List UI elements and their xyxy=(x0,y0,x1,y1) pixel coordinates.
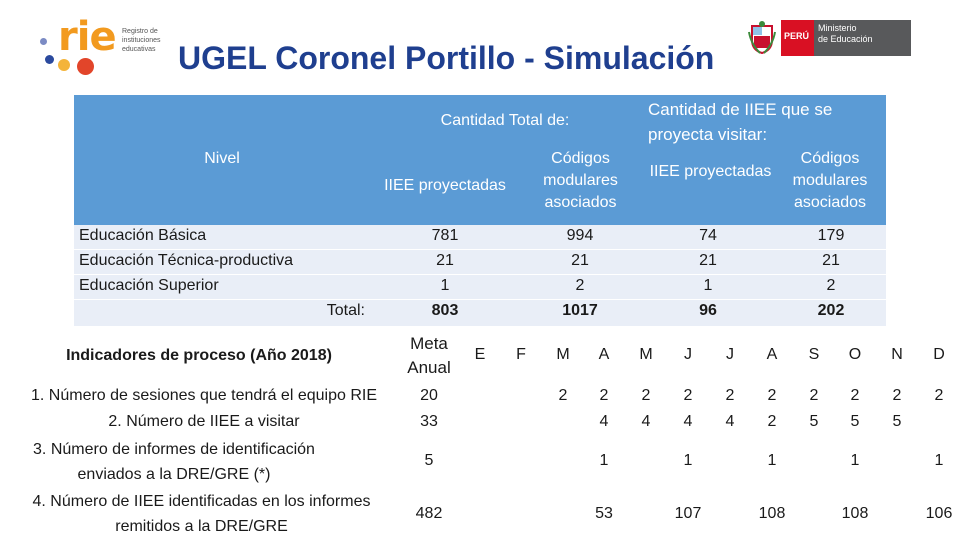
rie-logo-subtitle: Registro de instituciones educativas xyxy=(122,28,161,53)
total-v-iiee: 96 xyxy=(640,300,776,326)
indicator-value: 5 xyxy=(892,413,902,430)
row-codigos: 2 xyxy=(520,275,640,300)
month-header: J xyxy=(726,346,734,363)
row-iiee: 1 xyxy=(370,275,520,300)
indicator-value: 2 xyxy=(725,387,735,404)
meta-anual-header: Meta Anual xyxy=(407,334,451,377)
visitar-header-cell xyxy=(640,95,886,225)
indicator-value: 108 xyxy=(841,505,869,522)
indicator-value: 108 xyxy=(758,505,786,522)
cantidad-total-header: Cantidad Total de: xyxy=(440,112,570,129)
indicator-value: 1 xyxy=(934,452,944,469)
row-v-codigos: 2 xyxy=(776,275,886,300)
row-v-iiee: 74 xyxy=(640,225,776,250)
indicator-meta: 5 xyxy=(424,452,434,469)
indicator-label: 4. Número de IIEE identificadas en los informes remitidos a la DRE/GRE xyxy=(32,493,371,535)
indicator-value: 2 xyxy=(809,387,819,404)
ministry-line-1: Ministerio xyxy=(818,23,857,33)
peru-label: PERÚ xyxy=(784,31,810,41)
indicator-value: 53 xyxy=(595,505,613,522)
indicator-value: 106 xyxy=(925,505,953,522)
indicator-value: 107 xyxy=(674,505,702,522)
month-header: J xyxy=(684,346,692,363)
row-v-codigos: 179 xyxy=(776,225,886,250)
page-title: UGEL Coronel Portillo - Simulación xyxy=(178,40,715,76)
row-iiee: 21 xyxy=(370,250,520,275)
cantidad-total-header-cell xyxy=(370,95,640,225)
month-header: A xyxy=(766,346,778,363)
ministry-line-2: de Educación xyxy=(818,34,873,44)
indicator-value: 2 xyxy=(934,387,944,404)
indicator-value: 4 xyxy=(641,413,651,430)
nivel-header-cell xyxy=(74,95,370,225)
col-codigos-modulares: Códigos modulares asociados xyxy=(543,150,618,211)
indicators-header: Indicadores de proceso (Año 2018) xyxy=(66,347,332,364)
row-iiee: 781 xyxy=(370,225,520,250)
month-header: S xyxy=(808,346,820,363)
nivel-header: Nivel xyxy=(204,150,240,167)
indicator-value: 2 xyxy=(767,413,777,430)
col-iiee-proyectadas-visita: IIEE proyectadas xyxy=(649,163,772,180)
logo-dot xyxy=(58,59,70,71)
row-codigos: 21 xyxy=(520,250,640,275)
row-nivel: Educación Técnica-productiva xyxy=(79,252,294,269)
row-codigos: 994 xyxy=(520,225,640,250)
row-v-codigos: 21 xyxy=(776,250,886,275)
indicator-value: 5 xyxy=(809,413,819,430)
indicator-value: 2 xyxy=(850,387,860,404)
logo-dot xyxy=(40,38,47,45)
row-v-iiee: 1 xyxy=(640,275,776,300)
indicator-value: 4 xyxy=(683,413,693,430)
indicator-meta: 33 xyxy=(420,413,438,430)
indicator-value: 2 xyxy=(641,387,651,404)
rie-logo-word: rie xyxy=(58,14,116,60)
month-header: M xyxy=(639,346,653,363)
indicator-value: 2 xyxy=(767,387,777,404)
indicator-value: 2 xyxy=(683,387,693,404)
indicator-value: 1 xyxy=(599,452,609,469)
indicator-value: 1 xyxy=(767,452,777,469)
total-row xyxy=(74,300,370,326)
indicator-label: 1. Número de sesiones que tendrá el equipo RIE xyxy=(31,387,377,404)
table-row xyxy=(74,275,370,300)
indicator-value: 4 xyxy=(725,413,735,430)
indicator-value: 2 xyxy=(892,387,902,404)
month-header: N xyxy=(891,346,903,363)
indicator-label: 3. Número de informes de identificación enviados a la DRE/GRE (*) xyxy=(33,441,315,483)
indicator-value: 5 xyxy=(850,413,860,430)
table-row xyxy=(74,250,370,275)
month-header: F xyxy=(516,346,526,363)
month-header: D xyxy=(933,346,945,363)
indicator-meta: 20 xyxy=(420,387,438,404)
indicator-meta: 482 xyxy=(415,505,443,522)
col-iiee-proyectadas: IIEE proyectadas xyxy=(384,177,506,194)
indicator-value: 1 xyxy=(850,452,860,469)
logo-dot xyxy=(77,58,94,75)
visitar-header: Cantidad de IIEE que se proyecta visitar: xyxy=(648,100,833,144)
total-codigos: 1017 xyxy=(520,300,640,326)
table-row xyxy=(74,225,370,250)
indicator-value: 2 xyxy=(599,387,609,404)
logo-dot xyxy=(45,55,54,64)
total-iiee: 803 xyxy=(370,300,520,326)
col-codigos-modulares-visita: Códigos modulares asociados xyxy=(792,150,868,211)
row-v-iiee: 21 xyxy=(640,250,776,275)
total-label: Total: xyxy=(326,302,365,319)
indicator-value: 1 xyxy=(683,452,693,469)
month-header: E xyxy=(474,346,486,363)
total-v-codigos: 202 xyxy=(776,300,886,326)
indicator-value: 4 xyxy=(599,413,609,430)
indicator-label: 2. Número de IIEE a visitar xyxy=(108,413,300,430)
ministry-label xyxy=(818,23,873,45)
month-header: M xyxy=(556,346,570,363)
indicator-value: 2 xyxy=(558,387,568,404)
peru-coat-of-arms-icon xyxy=(748,20,776,54)
month-header: A xyxy=(598,346,610,363)
row-nivel: Educación Superior xyxy=(79,277,219,294)
month-header: O xyxy=(848,346,862,363)
row-nivel: Educación Básica xyxy=(79,227,207,244)
